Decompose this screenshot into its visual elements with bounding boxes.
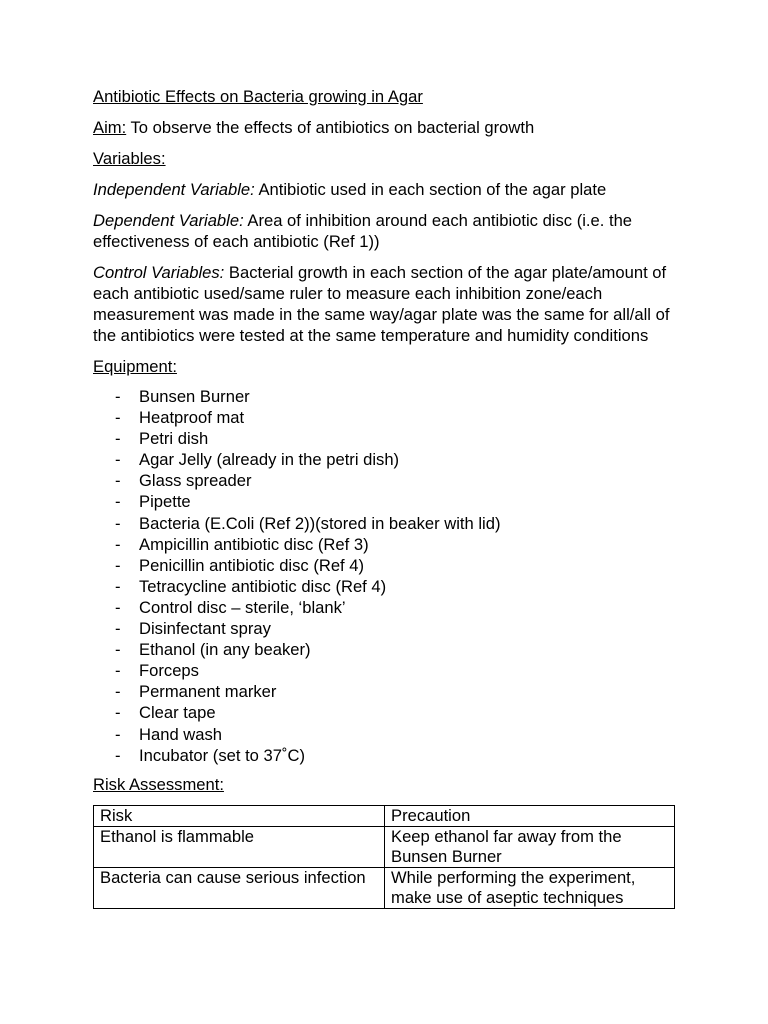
list-item: - Incubator (set to 37˚C) (115, 745, 306, 765)
table-row (94, 867, 675, 908)
list-item: - Clear tape (115, 703, 216, 723)
list-item: - Forceps (115, 661, 199, 681)
document-body (93, 86, 683, 909)
control-label: Control Variables: (93, 263, 225, 282)
list-item: - Petri dish (115, 429, 209, 449)
table-row (94, 826, 675, 867)
list-item: - Heatproof mat (115, 408, 245, 428)
list-item: - Ethanol (in any beaker) (115, 640, 311, 660)
independent-variable (93, 179, 683, 200)
table-cell: Bacteria can cause serious infection (94, 867, 385, 908)
list-item: - Pipette (115, 492, 191, 512)
list-item: - Bacteria (E.Coli (Ref 2))(stored in beaker with lid) (115, 513, 501, 533)
header-cell-precaution: Precaution (385, 805, 675, 826)
table-cell: While performing the experiment, make use of aseptic techniques (385, 867, 675, 908)
dependent-label: Dependent Variable: (93, 211, 244, 230)
variables-heading: Variables: (93, 149, 166, 168)
list-item: - Tetracycline antibiotic disc (Ref 4) (115, 576, 387, 596)
list-item: - Disinfectant spray (115, 619, 271, 639)
independent-text: Antibiotic used in each section of the agar plate (254, 180, 607, 199)
dependent-text: Area of inhibition around each antibiotic disc (i.e. the effectiveness of each antibiotic (Ref 1)) (93, 211, 633, 251)
document-title: Antibiotic Effects on Bacteria growing in Agar (93, 87, 423, 106)
aim-line (93, 117, 683, 138)
risk-table (93, 805, 675, 909)
list-item: - Control disc – sterile, ‘blank’ (115, 597, 346, 617)
equipment-list (93, 386, 683, 766)
list-item: - Ampicillin antibiotic disc (Ref 3) (115, 534, 369, 554)
list-item: - Permanent marker (115, 682, 277, 702)
table-cell: Ethanol is flammable (94, 826, 385, 867)
header-cell-risk: Risk (94, 805, 385, 826)
list-item: - Bunsen Burner (115, 387, 250, 406)
dependent-variable (93, 210, 683, 252)
list-item: - Hand wash (115, 724, 223, 744)
list-item: - Penicillin antibiotic disc (Ref 4) (115, 555, 365, 575)
risk-assessment-heading: Risk Assessment: (93, 774, 224, 794)
table-cell: Keep ethanol far away from the Bunsen Burner (385, 826, 675, 867)
list-item: - Glass spreader (115, 471, 252, 491)
aim-text: To observe the effects of antibiotics on bacterial growth (126, 118, 535, 137)
independent-label: Independent Variable: (93, 180, 255, 199)
table-header-row (94, 805, 675, 826)
list-item: - Agar Jelly (already in the petri dish) (115, 450, 400, 470)
control-variables (93, 262, 683, 346)
aim-label: Aim: (93, 118, 127, 137)
control-text: Bacterial growth in each section of the agar plate/amount of each antibiotic used/same ruler to measure each inhibition zone/each measurement was made in the same way/agar plate was the same for all/all of the antibiotics were tested at the same temperature and humidity conditions (93, 263, 670, 345)
equipment-heading: Equipment: (93, 357, 177, 376)
